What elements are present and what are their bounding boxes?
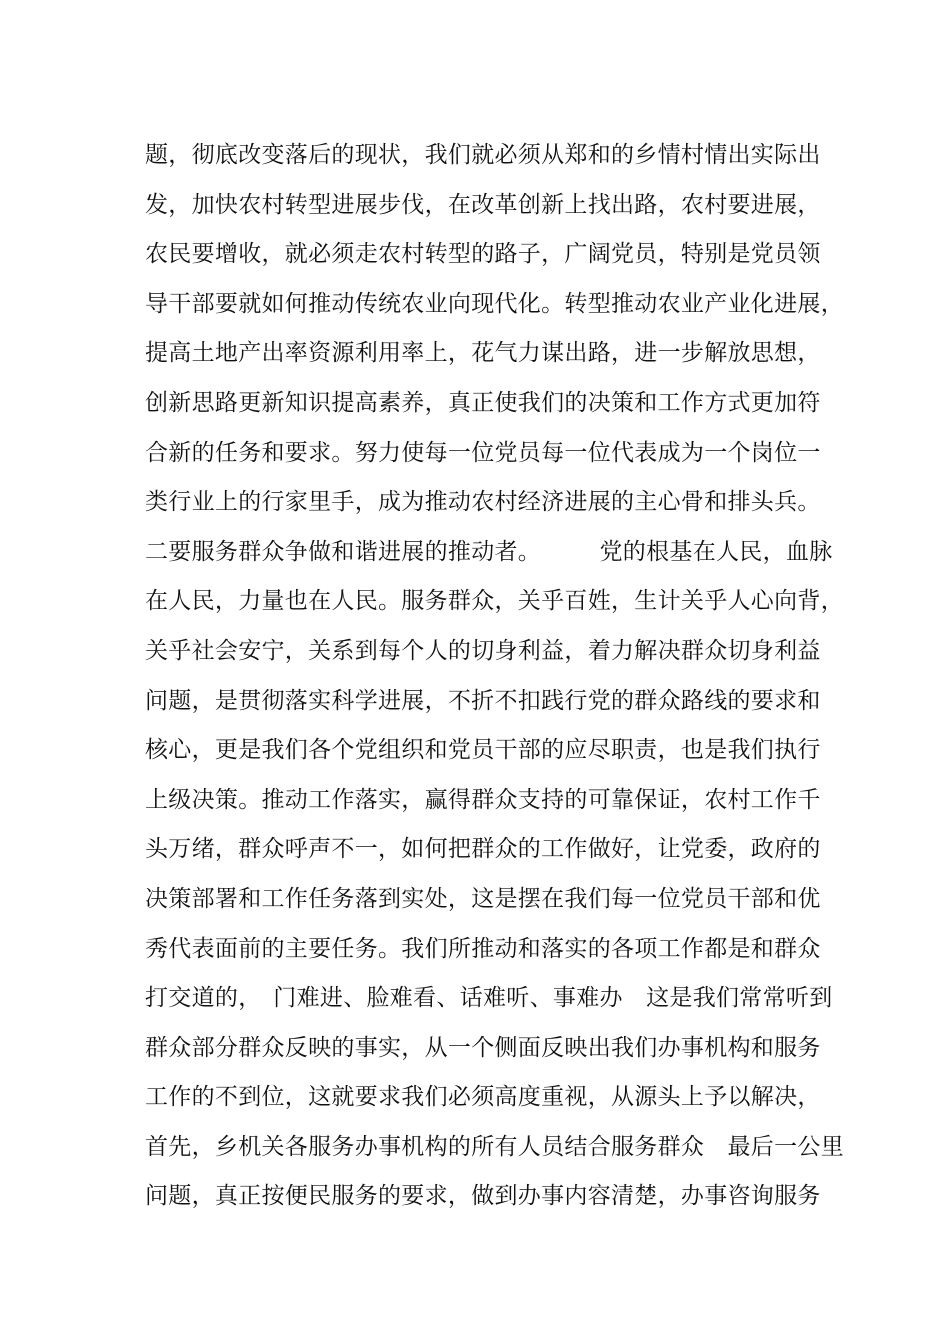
text-line: 提高土地产出率资源利用率上，花气力谋出路，进一步解放思想， (145, 340, 821, 367)
text-line: 导干部要就如何推动传统农业向现代化。转型推动农业产业化进展， (145, 290, 844, 317)
text-line: 类行业上的行家里手，成为推动农村经济进展的主心骨和排头兵。 (145, 489, 821, 516)
text-line: 头万绪，群众呼声不一，如何把群众的工作做好，让党委，政府的 (145, 836, 821, 863)
text-line: 关乎社会安宁，关系到每个人的切身利益，着力解决群众切身利益 (145, 637, 821, 664)
text-line: 上级决策。推动工作落实，赢得群众支持的可靠保证，农村工作千 (145, 786, 821, 813)
text-line: 群众部分群众反映的事实，从一个侧面反映出我们办事机构和服务 (145, 1034, 821, 1061)
text-line: 问题，是贯彻落实科学进展，不折不扣践行党的群众路线的要求和 (145, 687, 821, 714)
text-line: 在人民，力量也在人民。服务群众，关乎百姓，生计关乎人心向背， (145, 588, 844, 615)
text-line: 工作的不到位，这就要求我们必须高度重视，从源头上予以解决， (145, 1084, 821, 1111)
text-line: 二要服务群众争做和谐进展的推动者。 党的根基在人民，血脉 (145, 538, 833, 565)
text-line: 问题，真正按便民服务的要求，做到办事内容清楚，办事咨询服务 (145, 1183, 821, 1210)
text-line: 题，彻底改变落后的现状，我们就必须从郑和的乡情村情出实际出 (145, 142, 821, 168)
text-line: 核心，更是我们各个党组织和党员干部的应尽职责，也是我们执行 (145, 737, 821, 764)
text-line: 创新思路更新知识提高素养，真正使我们的决策和工作方式更加符 (145, 389, 821, 416)
body-text (145, 131, 844, 1222)
text-line: 发，加快农村转型进展步伐，在改革创新上找出路，农村要进展， (145, 191, 821, 218)
text-line: 农民要增收，就必须走农村转型的路子，广阔党员，特别是党员领 (145, 241, 821, 268)
text-line: 首先，乡机关各服务办事机构的所有人员结合服务群众 最后一公里 (145, 1133, 844, 1160)
text-line: 打交道的， 门难进、脸难看、话难听、事难办 这是我们常常听到 (145, 985, 833, 1012)
text-line: 决策部署和工作任务落到实处，这是摆在我们每一位党员干部和优 (145, 885, 821, 912)
text-line: 秀代表面前的主要任务。我们所推动和落实的各项工作都是和群众 (145, 935, 821, 962)
text-line: 合新的任务和要求。努力使每一位党员每一位代表成为一个岗位一 (145, 439, 821, 466)
